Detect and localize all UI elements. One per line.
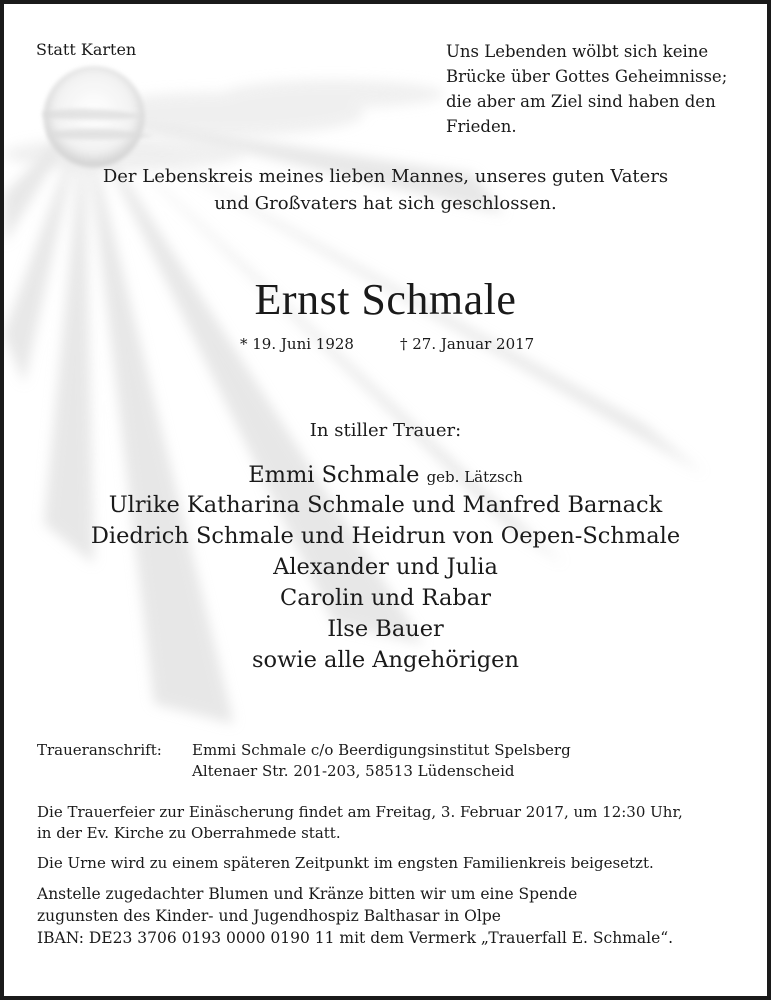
mourner-line: Carolin und Rabar [280, 585, 491, 611]
ceremony-line: in der Ev. Kirche zu Oberrahmede statt. [37, 824, 341, 842]
verse-line: Uns Lebenden wölbt sich keine [446, 42, 709, 61]
verse-line: die aber am Ziel sind haben den [446, 92, 716, 111]
deceased-name: Ernst Schmale [254, 275, 517, 324]
ceremony-line: Die Trauerfeier zur Einäscherung findet am Freitag, 3. Februar 2017, um 12:30 Uhr, [37, 803, 683, 821]
mourner-line: Alexander und Julia [273, 554, 498, 580]
intro-line: und Großvaters hat sich geschlossen. [214, 193, 557, 214]
mourner-maiden-name: geb. Lätzsch [426, 468, 523, 486]
death-date: † 27. Januar 2017 [400, 335, 535, 353]
address-line: Altenaer Str. 201-203, 58513 Lüdenscheid [192, 762, 515, 780]
verse [446, 39, 727, 139]
address-line: Emmi Schmale c/o Beerdigungsinstitut Spelsberg [192, 741, 571, 759]
mourner-first-name: Emmi Schmale [248, 462, 420, 488]
intro-line: Der Lebenskreis meines lieben Mannes, unseres guten Vaters [102, 166, 669, 187]
mourner-line: sowie alle Angehörigen [252, 647, 519, 673]
mourner-line: Ulrike Katharina Schmale und Manfred Barnack [108, 492, 663, 518]
donation-line: IBAN: DE23 3706 0193 0000 0190 11 mit dem Vermerk „Trauerfall E. Schmale“. [37, 929, 674, 947]
mourner-line [4, 462, 767, 488]
donation-line: Anstelle zugedachter Blumen und Kränze bitten wir um eine Spende [37, 885, 578, 903]
verse-line: Frieden. [446, 117, 517, 136]
address-label: Traueranschrift: [37, 741, 162, 759]
mourning-heading: In stiller Trauer: [309, 420, 462, 441]
urn-note: Die Urne wird zu einem späteren Zeitpunkt im engsten Familienkreis beigesetzt. [37, 854, 654, 872]
mourner-line: Diedrich Schmale und Heidrun von Oepen-Schmale [90, 523, 681, 549]
donation-line: zugunsten des Kinder- und Jugendhospiz Balthasar in Olpe [37, 907, 501, 925]
statt-karten-label: Statt Karten [36, 40, 137, 59]
verse-line: Brücke über Gottes Geheimnisse; [446, 67, 728, 86]
mourner-line: Ilse Bauer [327, 616, 444, 642]
birth-date: * 19. Juni 1928 [240, 335, 354, 353]
